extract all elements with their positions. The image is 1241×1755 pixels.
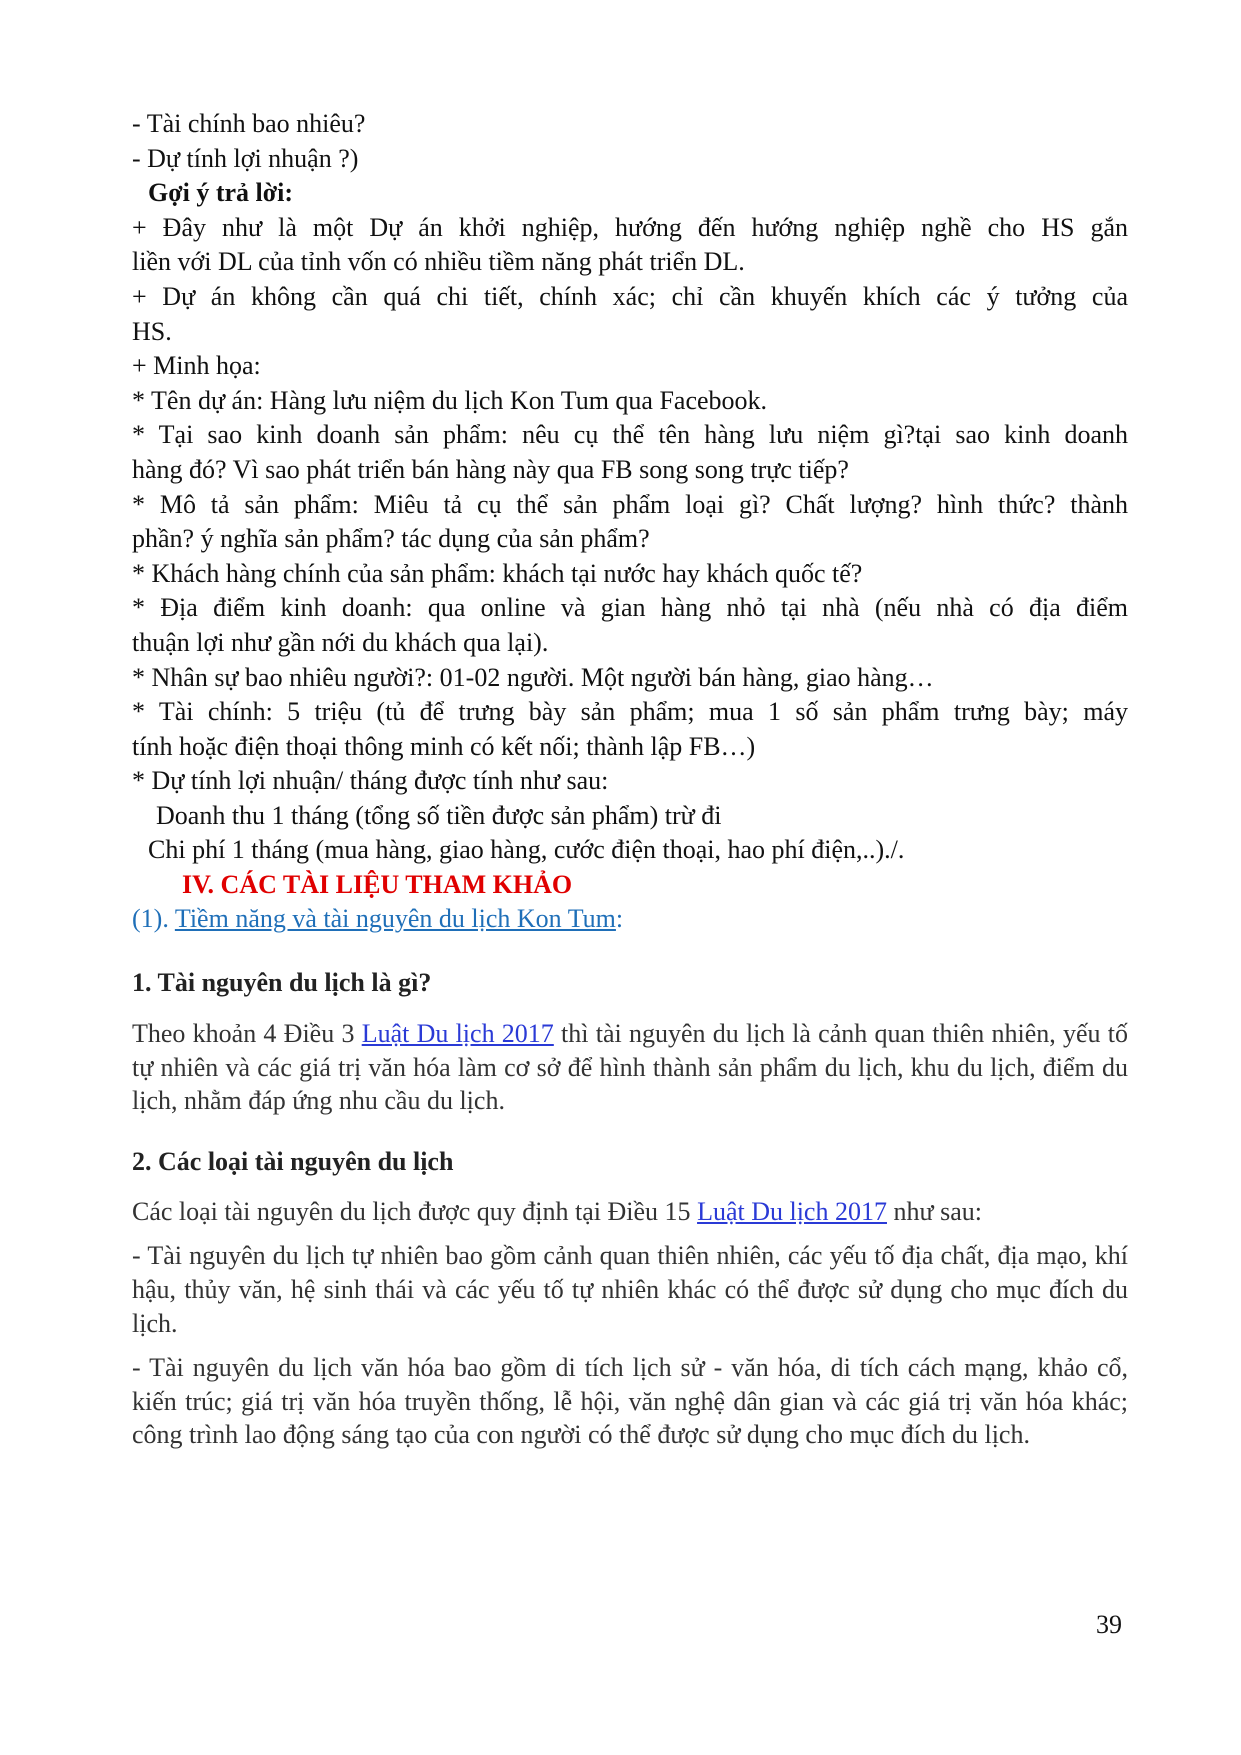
hint-line: * Tên dự án: Hàng lưu niệm du lịch Kon Tum qua Facebook.: [132, 385, 768, 415]
paragraph-text: Theo khoản 4 Điều 3: [132, 1019, 362, 1049]
law-link[interactable]: Luật Du lịch 2017: [697, 1196, 887, 1226]
reference-suffix: :: [615, 904, 624, 934]
hint-line: * Tài chính: 5 triệu (tủ để trưng bày sản phẩm; mua 1 số sản phẩm trưng bày; máy: [132, 697, 1128, 727]
reference-link[interactable]: Tiềm năng và tài nguyên du lịch Kon Tum: [174, 904, 616, 934]
hint-line: hàng đó? Vì sao phát triển bán hàng này qua FB song song trực tiếp?: [132, 454, 849, 484]
hint-line: HS.: [132, 316, 172, 346]
hint-line: Doanh thu 1 tháng (tổng số tiền được sản phẩm) trừ đi: [156, 800, 722, 830]
reference-prefix: (1).: [132, 904, 175, 934]
paragraph-cultural-resources: - Tài nguyên du lịch văn hóa bao gồm di tích lịch sử - văn hóa, di tích cách mạng, khảo cổ, kiến trúc; giá trị văn hóa truyền thống, lễ hội, văn nghệ dân gian và các giá trị văn hóa khác; công trình lao động sáng tạo của con người có thể được sử dụng cho mục đích du lịch.: [132, 1353, 1128, 1450]
hint-line: phần? ý nghĩa sản phẩm? tác dụng của sản phẩm?: [132, 524, 650, 554]
hint-line: liền với DL của tỉnh vốn có nhiều tiềm năng phát triển DL.: [132, 247, 745, 277]
paragraph-types-intro: [132, 1195, 1128, 1229]
question-line: - Dự tính lợi nhuận ?): [132, 143, 359, 173]
heading-1: 1. Tài nguyên du lịch là gì?: [132, 968, 432, 998]
section-title: IV. CÁC TÀI LIỆU THAM KHẢO: [182, 870, 573, 900]
paragraph-definition: [132, 1017, 1128, 1118]
hint-line: + Đây như là một Dự án khởi nghiệp, hướng đến hướng nghiệp nghề cho HS gắn: [132, 212, 1128, 242]
hint-line: * Địa điểm kinh doanh: qua online và gian hàng nhỏ tại nhà (nếu nhà có địa điểm: [132, 593, 1128, 623]
hint-line: * Tại sao kinh doanh sản phẩm: nêu cụ thể tên hàng lưu niệm gì?tại sao kinh doanh: [132, 420, 1128, 450]
page-number: 39: [1096, 1610, 1122, 1639]
paragraph-text: thì tài nguyên du lịch là cảnh quan thiên nhiên, yếu tố tự nhiên và các giá trị văn hóa làm cơ sở để hình thành sản phẩm du lịch, khu du lịch, điểm du lịch, nhằm đáp ứng nhu cầu du lịch.: [132, 1019, 1128, 1116]
hint-line: * Khách hàng chính của sản phẩm: khách tại nước hay khách quốc tế?: [132, 558, 863, 588]
hint-line: * Dự tính lợi nhuận/ tháng được tính như sau:: [132, 766, 609, 796]
paragraph-text: như sau:: [886, 1196, 982, 1226]
paragraph-natural-resources: - Tài nguyên du lịch tự nhiên bao gồm cảnh quan thiên nhiên, các yếu tố địa chất, địa mạo, khí hậu, thủy văn, hệ sinh thái và các yếu tố tự nhiên khác có thể được sử dụng cho mục đích du lịch.: [132, 1241, 1128, 1338]
hint-line: thuận lợi như gần nới du khách qua lại).: [132, 627, 549, 657]
hint-line: Chi phí 1 tháng (mua hàng, giao hàng, cước điện thoại, hao phí điện,..)./.: [148, 835, 905, 865]
hint-line: tính hoặc điện thoại thông minh có kết nối; thành lập FB…): [132, 731, 756, 761]
hint-line: * Nhân sự bao nhiêu người?: 01-02 người. Một người bán hàng, giao hàng…: [132, 662, 934, 692]
hint-line: + Minh họa:: [132, 351, 261, 381]
hint-line: * Mô tả sản phẩm: Miêu tả cụ thể sản phẩm loại gì? Chất lượng? hình thức? thành: [132, 489, 1128, 519]
reference-line: [132, 902, 1128, 936]
question-line: - Tài chính bao nhiêu?: [132, 109, 366, 138]
paragraph-text: Các loại tài nguyên du lịch được quy định tại Điều 15: [132, 1196, 698, 1226]
page-content: [132, 107, 1128, 1452]
law-link[interactable]: Luật Du lịch 2017: [361, 1019, 554, 1049]
hint-heading: Gợi ý trả lời:: [148, 178, 294, 208]
heading-2: 2. Các loại tài nguyên du lịch: [132, 1146, 454, 1176]
hint-line: + Dự án không cần quá chi tiết, chính xác; chỉ cần khuyến khích các ý tưởng của: [132, 281, 1128, 311]
